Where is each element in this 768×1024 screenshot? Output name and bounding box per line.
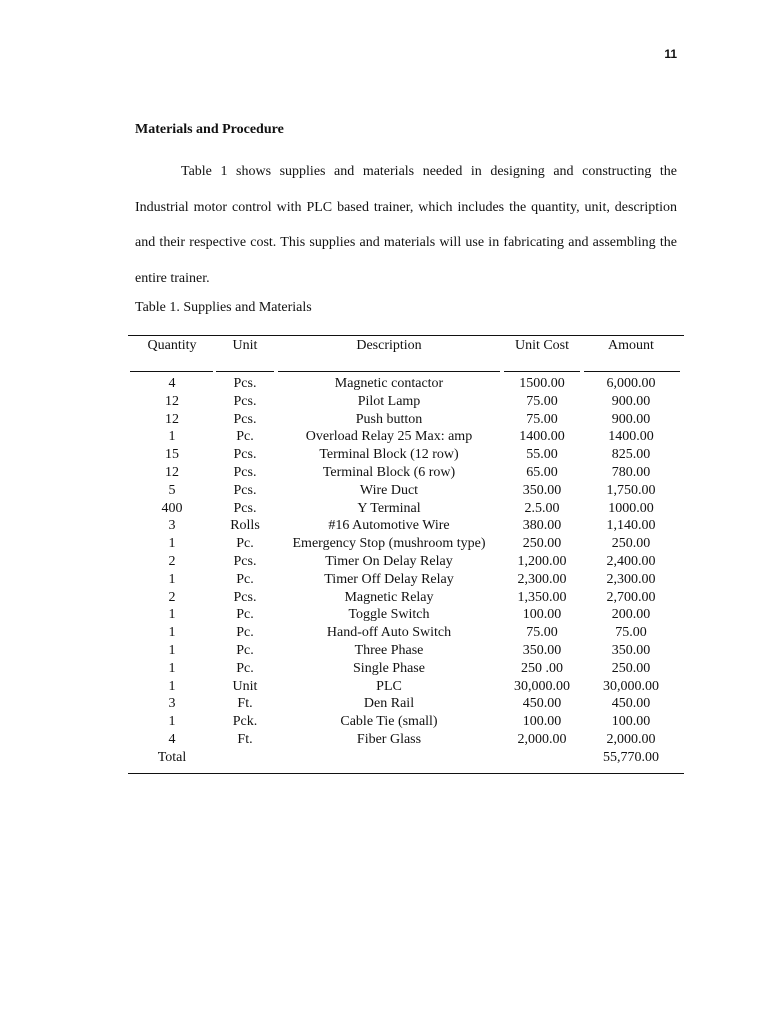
table-row: [128, 464, 684, 482]
cell-unit: Pcs.: [233, 376, 257, 391]
cell-unit: Pc.: [236, 625, 254, 641]
cell-unit: Pcs.: [233, 589, 257, 605]
table-row: [128, 713, 684, 731]
cell-amount: 6,000.00: [606, 376, 656, 391]
header-description: Description: [356, 338, 422, 353]
cell-unit-cost: 100.00: [522, 714, 562, 730]
table-header-row: [128, 338, 684, 358]
table-row: [128, 695, 684, 713]
table-row: [128, 411, 684, 429]
table-row: [128, 535, 684, 553]
cell-unit: Rolls: [230, 518, 260, 534]
header-rule-unit-cost: [504, 371, 580, 372]
intro-paragraph: Table 1 shows supplies and materials needed in designing and constructing the Industrial motor control with PLC based trainer, which includes the quantity, unit, description and their respective cost. This supplies and materials will use in fabricating and assembling the entire trainer.: [135, 164, 677, 286]
table-caption: Table 1. Supplies and Materials: [135, 300, 312, 315]
cell-amount: 2,400.00: [606, 553, 656, 569]
cell-amount: 350.00: [611, 642, 651, 658]
cell-description: Wire Duct: [359, 482, 419, 498]
cell-description: PLC: [376, 678, 402, 694]
header-unit: Unit: [232, 338, 258, 353]
cell-quantity: 3: [168, 696, 176, 712]
cell-description: Hand-off Auto Switch: [326, 625, 452, 641]
cell-description: Three Phase: [354, 642, 424, 658]
table-row: [128, 393, 684, 411]
table-bottom-rule: [128, 773, 684, 774]
cell-description: Timer Off Delay Relay: [324, 571, 454, 587]
cell-unit-cost: 75.00: [526, 411, 558, 427]
cell-unit: Pc.: [236, 571, 254, 587]
table-row: [128, 642, 684, 660]
cell-description: Timer On Delay Relay: [325, 553, 453, 569]
cell-amount: 1,140.00: [606, 518, 656, 534]
cell-unit-cost: 250 .00: [521, 660, 563, 676]
cell-unit-cost: 250.00: [522, 536, 562, 552]
cell-quantity: 4: [168, 731, 176, 747]
cell-quantity: 12: [165, 411, 179, 427]
cell-description: Cable Tie (small): [340, 714, 438, 730]
cell-amount: 1000.00: [608, 500, 654, 516]
cell-amount: 825.00: [611, 447, 651, 463]
cell-description: Emergency Stop (mushroom type): [292, 536, 486, 552]
header-unit-cost: Unit Cost: [514, 338, 570, 353]
table-row: [128, 606, 684, 624]
cell-quantity: 1: [168, 625, 176, 641]
cell-description: Magnetic contactor: [334, 376, 444, 391]
table-row: [128, 428, 684, 446]
header-amount: Amount: [608, 338, 654, 353]
cell-unit: Pcs.: [233, 393, 257, 409]
cell-unit-cost: 75.00: [526, 393, 558, 409]
cell-amount: 250.00: [611, 660, 651, 676]
cell-description: Single Phase: [353, 660, 425, 676]
table-row: [128, 446, 684, 464]
cell-amount: 450.00: [611, 696, 651, 712]
table-row: [128, 589, 684, 607]
table-total-row: [128, 749, 684, 767]
table-row: [128, 553, 684, 571]
cell-unit: Pc.: [236, 660, 254, 676]
cell-unit-cost: 100.00: [522, 607, 562, 623]
cell-unit: Pcs.: [233, 553, 257, 569]
table-body: [128, 375, 684, 767]
cell-quantity: 1: [168, 714, 176, 730]
cell-unit-cost: 450.00: [522, 696, 562, 712]
cell-unit-cost: 2,000.00: [517, 731, 567, 747]
cell-description: Magnetic Relay: [344, 589, 434, 605]
cell-unit: Pc.: [236, 429, 254, 445]
cell-amount: 200.00: [611, 607, 651, 623]
table-row: [128, 500, 684, 518]
cell-amount: 1400.00: [608, 429, 654, 445]
cell-amount: 2,700.00: [606, 589, 656, 605]
table-top-rule: [128, 335, 684, 336]
cell-quantity: 1: [168, 678, 176, 694]
cell-quantity: 15: [165, 447, 179, 463]
cell-description: Terminal Block (12 row): [319, 447, 459, 463]
table-row: [128, 624, 684, 642]
cell-quantity: 4: [168, 376, 176, 391]
cell-unit-cost: 2.5.00: [524, 500, 560, 516]
cell-description: Push button: [355, 411, 423, 427]
cell-description: Den Rail: [363, 696, 415, 712]
cell-unit: Pc.: [236, 642, 254, 658]
table-row: [128, 731, 684, 749]
cell-unit: Ft.: [237, 696, 253, 712]
table-row: [128, 482, 684, 500]
cell-quantity: 12: [165, 464, 179, 480]
cell-description: Toggle Switch: [348, 607, 430, 623]
cell-quantity: 1: [168, 429, 176, 445]
cell-quantity: 5: [168, 482, 176, 498]
cell-unit-cost: 75.00: [526, 625, 558, 641]
cell-unit-cost: 1,200.00: [517, 553, 567, 569]
cell-description: Y Terminal: [357, 500, 421, 516]
table-row: [128, 375, 684, 393]
cell-quantity: 12: [165, 393, 179, 409]
cell-amount: 2,000.00: [606, 731, 656, 747]
cell-unit-cost: 55.00: [526, 447, 558, 463]
header-rule-amount: [584, 371, 680, 372]
table-row: [128, 517, 684, 535]
table-row: [128, 571, 684, 589]
cell-amount: 2,300.00: [606, 571, 656, 587]
header-rule-quantity: [130, 371, 213, 372]
header-rule-unit: [216, 371, 274, 372]
cell-amount: 780.00: [611, 464, 651, 480]
cell-unit-cost: 1500.00: [519, 376, 565, 391]
cell-unit: Pcs.: [233, 482, 257, 498]
cell-unit: Pcs.: [233, 411, 257, 427]
cell-unit: Ft.: [237, 731, 253, 747]
cell-amount: 100.00: [611, 714, 651, 730]
cell-quantity: 1: [168, 660, 176, 676]
cell-unit: Pcs.: [233, 447, 257, 463]
cell-description: #16 Automotive Wire: [328, 518, 450, 534]
table-row: [128, 660, 684, 678]
cell-unit: Pck.: [232, 714, 258, 730]
cell-amount: 900.00: [611, 411, 651, 427]
cell-quantity: 2: [168, 589, 176, 605]
cell-description: Overload Relay 25 Max: amp: [305, 429, 473, 445]
cell-unit-cost: 2,300.00: [517, 571, 567, 587]
cell-quantity: 400: [161, 500, 183, 516]
cell-amount: 250.00: [611, 536, 651, 552]
cell-unit-cost: 380.00: [522, 518, 562, 534]
cell-unit-cost: 65.00: [526, 464, 558, 480]
page-number: 11: [664, 47, 677, 61]
cell-unit: Pcs.: [233, 464, 257, 480]
table-row: [128, 678, 684, 696]
cell-quantity: 1: [168, 642, 176, 658]
cell-unit-cost: 350.00: [522, 482, 562, 498]
cell-description: Terminal Block (6 row): [322, 464, 456, 480]
cell-description: Fiber Glass: [356, 731, 422, 747]
section-heading: Materials and Procedure: [135, 122, 284, 137]
cell-quantity: 1: [168, 571, 176, 587]
cell-unit-cost: 350.00: [522, 642, 562, 658]
cell-amount: 75.00: [615, 625, 647, 641]
header-quantity: Quantity: [147, 338, 197, 353]
cell-unit-cost: 1,350.00: [517, 589, 567, 605]
total-label: Total: [157, 749, 187, 765]
total-amount: 55,770.00: [603, 749, 659, 765]
cell-unit: Pcs.: [233, 500, 257, 516]
cell-amount: 900.00: [611, 393, 651, 409]
cell-unit: Unit: [232, 678, 258, 694]
cell-quantity: 3: [168, 518, 176, 534]
cell-quantity: 1: [168, 607, 176, 623]
cell-quantity: 1: [168, 536, 176, 552]
cell-unit-cost: 30,000.00: [514, 678, 570, 694]
cell-amount: 1,750.00: [606, 482, 656, 498]
cell-unit: Pc.: [236, 607, 254, 623]
cell-description: Pilot Lamp: [357, 393, 421, 409]
cell-unit: Pc.: [236, 536, 254, 552]
cell-quantity: 2: [168, 553, 176, 569]
cell-unit-cost: 1400.00: [519, 429, 565, 445]
cell-amount: 30,000.00: [603, 678, 659, 694]
header-rule-description: [278, 371, 500, 372]
